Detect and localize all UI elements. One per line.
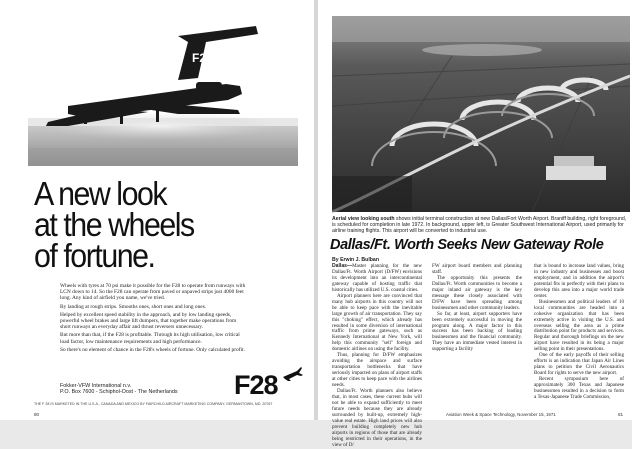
article-paragraph: Airport planners here are convinced that many hub airports in this country will not be able to keep pace with the inevitable large growth of air transportation. They say this "choking" effect, which already has resulted in some diversion of international traffic from prime gateways, such as Kennedy International at New York, will help this community "sell" foreign and domestic airlines on using the facility.	[332, 292, 422, 353]
article-column	[432, 264, 522, 353]
article-byline: By Erwin J. Bulban	[332, 257, 379, 263]
dateline: Dallas—	[332, 263, 353, 269]
f28-aircraft-photo	[28, 14, 298, 166]
right-page	[318, 0, 632, 448]
article-column	[534, 264, 624, 401]
headline-line: A new look	[34, 175, 167, 212]
company-address	[60, 383, 260, 396]
ad-headline	[34, 175, 282, 274]
article-paragraph: Thus, planning for D/FW emphasizes avoiding the airspace and surface transportation bottlenecks that have seriously impacted on plans of airport staffs at other cities to keep pace with the airlines needs.	[332, 352, 422, 389]
address-line: P.O. Box 7600 - Schiphol-Oost - The Netherlands	[60, 389, 178, 396]
page-number-right: 81	[618, 412, 624, 417]
paragraph-text: Master planning for the new Dallas/Ft. Worth Airport (D/FW) envisions its development into an intercontinental gateway capable of hosting traffic that historically has utilized U.S. coastal cities.	[332, 263, 422, 293]
body-paragraph: Helped by excellent speed stability in the approach, and by low landing speeds, powerful wheel brakes and large lift dumpers, that together make operations from short runways an everyday affair and thrust reversers unnecessary.	[60, 311, 237, 331]
article-title: Dallas/Ft. Worth Seeks New Gateway Role	[330, 237, 604, 253]
aerial-airport-photo	[332, 16, 630, 212]
headline-line: of fortune.	[34, 237, 155, 274]
headline-line: at the wheels	[34, 206, 194, 243]
page-number-left: 80	[34, 412, 40, 417]
article-paragraph: that is bound to increase land values, bring in new industry and businesses and boost employment, and in addition the airport's potential fits in perfectly with their plans to develop this area into a major world trade center.	[534, 263, 624, 299]
f28-logo: F28	[234, 370, 278, 400]
article-paragraph: One of the early payoffs of their selling efforts is an indication that Japan Air Lines plans to petition the Civil Aeronautics Board for rights to serve the new airport.	[534, 352, 624, 377]
caption-lead: Aerial view looking south	[332, 216, 395, 222]
article-paragraph: The opportunity this presents the Dallas/Ft. Worth communities to become a major inland air gateway is the key message these closely associated with D/FW have been spreading among businessmen and other community leaders.	[432, 274, 522, 311]
article-paragraph: Businessmen and political leaders of 10 local communities are headed into a cohesive organization that has been extremely active in visiting the U.S. and overseas selling the area as a prime distribution point for products and services. Regular and thorough briefings on the new airport have resulted in its being a major selling point in their presentations.	[534, 298, 624, 353]
ad-body-copy	[60, 283, 248, 355]
body-paragraph: So there's no element of chance in the F28's wheels of fortune. Only calculated profit.	[60, 346, 245, 353]
article-paragraph: Recent symposium here of approximately 300 Texas and Japanese businessmen resulted in a decision to form a Texas-Japanese Trade Commission,	[534, 376, 624, 400]
caption-text: shows initial terminal construction at new Dallas/Fort Worth Airport. Braniff building, right foreground, is scheduled for completion in late 1972. In background, upper left, is Greater Southwest International Airport, used primarily for airline training flights. This airport will be converted to industrial use.	[332, 216, 627, 235]
marketing-fine-print: THE F 28 IS MARKETED IN THE U.S.A., CANADA AND MEXICO BY FAIRCHILD AIRCRAFT MARKETING COMPANY, GERMANTOWN, MD. 20767	[34, 402, 273, 406]
article-paragraph: FW airport board members and planning staff.	[432, 263, 522, 275]
aircraft-silhouette-icon	[281, 365, 303, 381]
left-page	[0, 0, 314, 420]
article-paragraph	[332, 264, 422, 294]
address-line: Fokker-VFW International n.v.	[60, 383, 132, 389]
article-column	[332, 264, 422, 449]
article-paragraph: Dallas/Ft. Worth planners also believe that, in most cases, these current hubs will not be able to expand sufficiently to meet future needs because they are already surrounded by built-up, extremely high-value real estate. High land prices will also prevent building completely new hub airports in regions of those that are already being restricted in their operations, in the view of D/	[332, 388, 422, 448]
body-paragraph: Wheels with tyres at 70 psi make it possible for the F28 to operate from runways with LCN down to 14. So the F28 can operate from paved or unpaved strips just 4000 feet long. Any kind of airfield you name, we've tried.	[60, 283, 246, 302]
body-paragraph: By landing at rough strips. Smooths ones, short ones and long ones.	[60, 303, 207, 310]
article-paragraph: So far, at least, airport supporters have been extremely successful in moving the program along. A major factor in this success has been backing of leading businessmen and the financial community. They have an immediate vested interest in supporting a facility	[432, 310, 522, 353]
tail-mark: F28	[192, 51, 213, 65]
photo-caption	[332, 216, 628, 234]
magazine-footer: Aviation Week & Space Technology, November 15, 1971	[446, 412, 556, 417]
body-paragraph: But more than that, if the F28 is profitable. Through its high utilisation, low critical load factor, low maintenance requirements and high performance.	[60, 332, 240, 345]
